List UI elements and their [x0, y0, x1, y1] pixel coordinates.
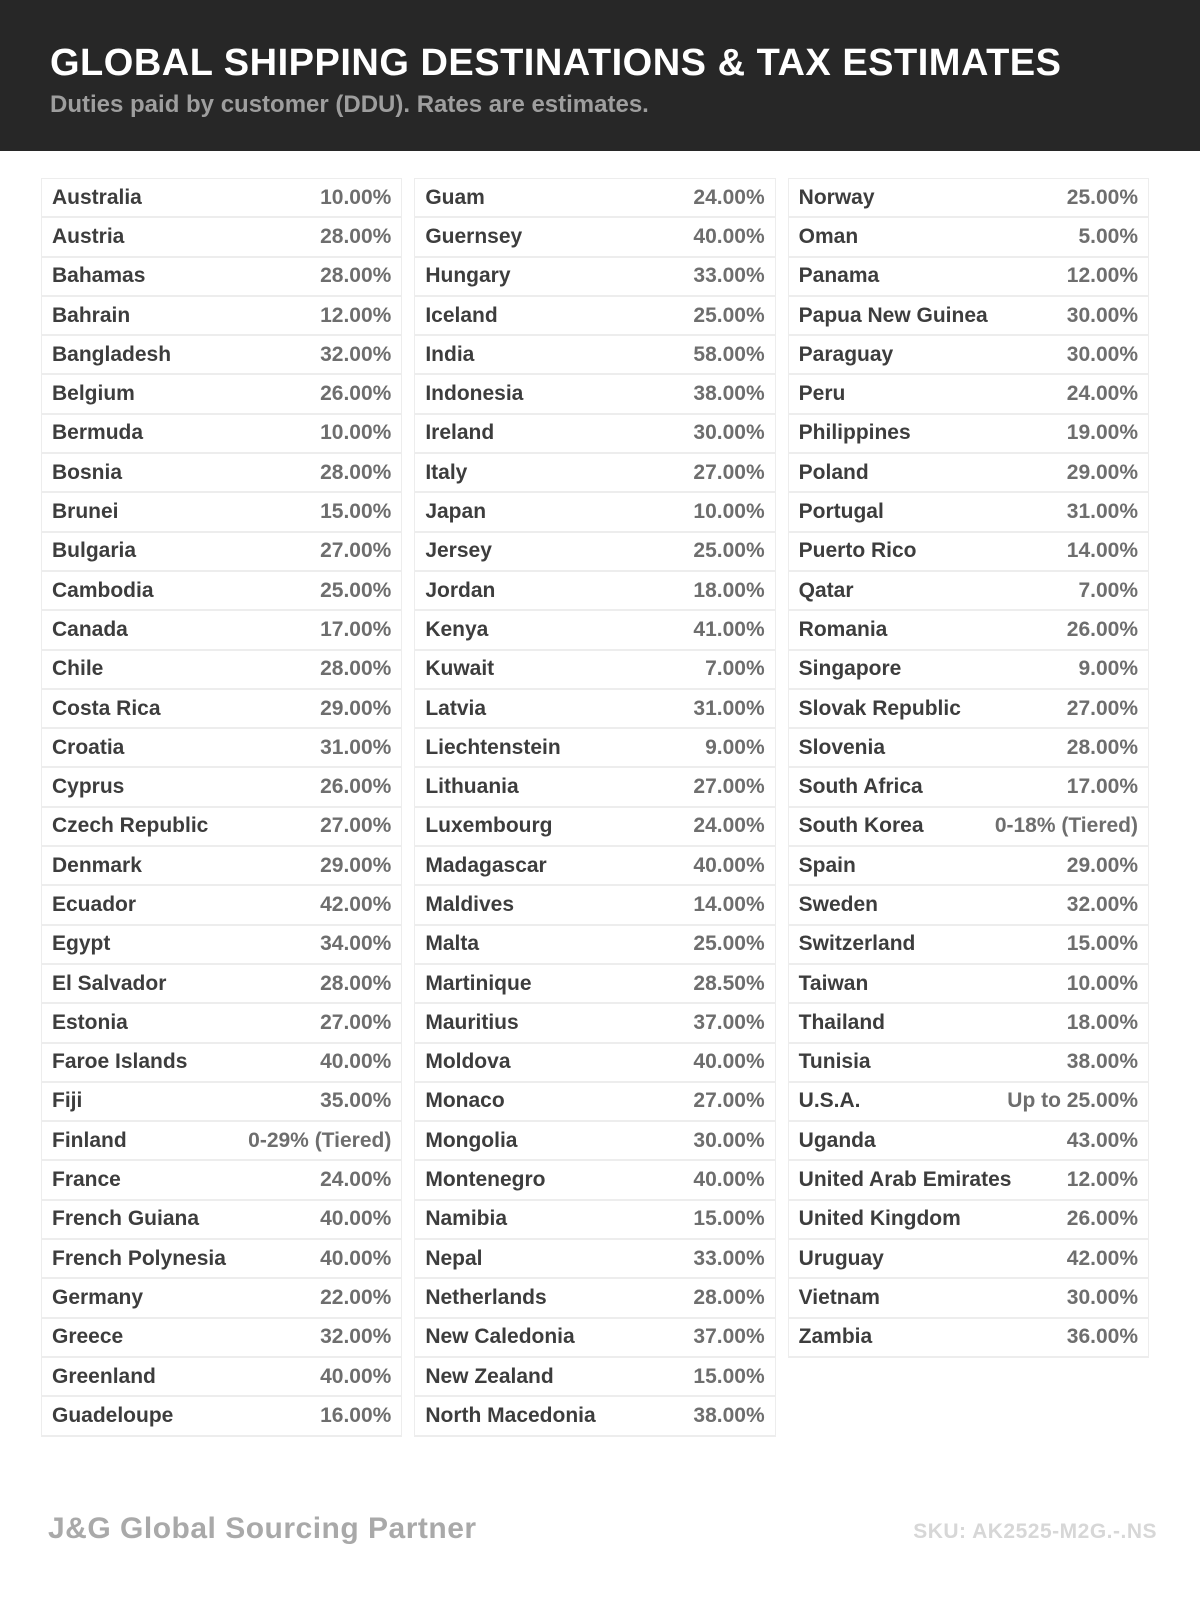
tax-rate: 26.00%	[320, 775, 392, 799]
tax-rate: 41.00%	[693, 617, 765, 641]
country-name: Iceland	[425, 303, 498, 327]
table-row	[415, 1201, 774, 1240]
country-name: Brunei	[52, 500, 119, 524]
table-row	[42, 886, 401, 925]
tax-rate: 14.00%	[693, 892, 765, 916]
table-row	[42, 454, 401, 493]
table-row	[42, 1240, 401, 1279]
tax-rate: 30.00%	[693, 1128, 765, 1152]
rate-column	[788, 178, 1149, 1358]
country-name: Bulgaria	[52, 539, 137, 563]
table-row	[789, 297, 1148, 336]
country-name: Belgium	[52, 382, 135, 406]
country-name: South Korea	[798, 814, 924, 838]
country-name: North Macedonia	[425, 1403, 596, 1427]
tax-rate: 28.50%	[693, 971, 765, 995]
country-name: Indonesia	[425, 382, 524, 406]
country-name: Slovak Republic	[798, 696, 961, 720]
tax-rate: 37.00%	[693, 1325, 765, 1349]
country-name: Malta	[425, 932, 480, 956]
tax-rate: 17.00%	[320, 617, 392, 641]
tax-rate: 28.00%	[320, 460, 392, 484]
country-name: Bahamas	[52, 264, 146, 288]
tax-rate: 27.00%	[320, 539, 392, 563]
country-name: Bosnia	[52, 460, 123, 484]
table-row	[415, 768, 774, 807]
tax-rate: 10.00%	[1066, 971, 1138, 995]
country-name: Kuwait	[425, 657, 495, 681]
country-name: Slovenia	[798, 735, 886, 759]
country-name: Namibia	[425, 1207, 508, 1231]
country-name: Liechtenstein	[425, 735, 561, 759]
table-row	[42, 1201, 401, 1240]
country-name: Romania	[798, 617, 888, 641]
table-row	[789, 1161, 1148, 1200]
country-name: French Polynesia	[52, 1246, 226, 1270]
tax-rate: 15.00%	[693, 1364, 765, 1388]
tax-rate: 26.00%	[320, 382, 392, 406]
country-name: Peru	[798, 382, 846, 406]
country-name: Canada	[52, 617, 128, 641]
country-name: Oman	[798, 224, 859, 248]
table-row	[415, 1279, 774, 1318]
table-row	[42, 336, 401, 375]
country-name: Finland	[52, 1128, 127, 1152]
tax-rate: 40.00%	[320, 1246, 392, 1270]
country-name: United Arab Emirates	[798, 1168, 1012, 1192]
table-row	[415, 926, 774, 965]
table-row	[415, 651, 774, 690]
table-row	[789, 1319, 1148, 1358]
rates-table	[0, 178, 1200, 1437]
tax-rate: 17.00%	[1066, 775, 1138, 799]
page-subtitle: Duties paid by customer (DDU). Rates are estimates.	[50, 91, 649, 118]
table-row	[789, 533, 1148, 572]
tax-rate: 38.00%	[693, 1403, 765, 1427]
tax-rate: 15.00%	[320, 500, 392, 524]
country-name: Italy	[425, 460, 468, 484]
table-row	[789, 926, 1148, 965]
country-name: Maldives	[425, 892, 515, 916]
tax-rate: 40.00%	[320, 1207, 392, 1231]
country-name: Japan	[425, 500, 487, 524]
country-name: France	[52, 1168, 121, 1192]
country-name: United Kingdom	[798, 1207, 961, 1231]
country-name: Montenegro	[425, 1168, 546, 1192]
table-row	[42, 965, 401, 1004]
country-name: New Caledonia	[425, 1325, 575, 1349]
tax-rate: 27.00%	[320, 1010, 392, 1034]
tax-rate: 7.00%	[705, 657, 765, 681]
tax-rate: 9.00%	[1078, 657, 1138, 681]
table-row	[42, 572, 401, 611]
country-name: Zambia	[798, 1325, 873, 1349]
table-row	[415, 808, 774, 847]
country-name: Fiji	[52, 1089, 83, 1113]
table-row	[415, 1319, 774, 1358]
table-row	[42, 1122, 401, 1161]
country-name: Austria	[52, 224, 125, 248]
country-name: Puerto Rico	[798, 539, 917, 563]
country-name: Faroe Islands	[52, 1050, 188, 1074]
country-name: Bangladesh	[52, 342, 172, 366]
page-title: GLOBAL SHIPPING DESTINATIONS & TAX ESTIMATES	[50, 42, 1062, 84]
table-row	[42, 847, 401, 886]
country-name: Jersey	[425, 539, 492, 563]
tax-rate: 30.00%	[1066, 342, 1138, 366]
tax-rate: 24.00%	[693, 185, 765, 209]
table-row	[415, 1083, 774, 1122]
table-row	[415, 1122, 774, 1161]
tax-rate: 33.00%	[693, 1246, 765, 1270]
country-name: Mongolia	[425, 1128, 518, 1152]
table-row	[789, 768, 1148, 807]
tax-rate: 32.00%	[1066, 892, 1138, 916]
tax-rate: 27.00%	[693, 460, 765, 484]
tax-rate: 34.00%	[320, 932, 392, 956]
table-row	[42, 258, 401, 297]
table-row	[42, 690, 401, 729]
table-row	[789, 258, 1148, 297]
country-name: Switzerland	[798, 932, 916, 956]
table-row	[42, 1083, 401, 1122]
table-row	[42, 297, 401, 336]
tax-rate: 16.00%	[320, 1403, 392, 1427]
tax-rate: 5.00%	[1078, 224, 1138, 248]
tax-rate: 25.00%	[693, 932, 765, 956]
tax-rate: 40.00%	[693, 1050, 765, 1074]
tax-rate: 32.00%	[320, 1325, 392, 1349]
tax-rate: 28.00%	[1066, 735, 1138, 759]
table-row	[415, 1004, 774, 1043]
table-row	[789, 336, 1148, 375]
table-row	[415, 336, 774, 375]
tax-rate: Up to 25.00%	[1007, 1089, 1138, 1113]
tax-rate: 33.00%	[693, 264, 765, 288]
country-name: Bahrain	[52, 303, 131, 327]
tax-rate: 26.00%	[1066, 617, 1138, 641]
country-name: Taiwan	[798, 971, 869, 995]
country-name: Kenya	[425, 617, 489, 641]
table-row	[789, 454, 1148, 493]
tax-rate: 42.00%	[1066, 1246, 1138, 1270]
table-row	[789, 375, 1148, 414]
table-row	[42, 375, 401, 414]
tax-rate: 31.00%	[693, 696, 765, 720]
country-name: Croatia	[52, 735, 125, 759]
table-row	[415, 611, 774, 650]
tax-rate: 30.00%	[693, 421, 765, 445]
table-row	[789, 847, 1148, 886]
table-row	[42, 1161, 401, 1200]
tax-rate: 58.00%	[693, 342, 765, 366]
tax-rate: 12.00%	[1066, 1168, 1138, 1192]
table-row	[415, 415, 774, 454]
country-name: Greece	[52, 1325, 124, 1349]
rate-column	[41, 178, 402, 1437]
country-name: India	[425, 342, 475, 366]
table-row	[415, 258, 774, 297]
tax-rate: 10.00%	[320, 421, 392, 445]
table-row	[789, 808, 1148, 847]
table-row	[415, 218, 774, 257]
table-row	[415, 179, 774, 218]
table-row	[789, 1004, 1148, 1043]
tax-rate: 30.00%	[1066, 303, 1138, 327]
table-row	[42, 729, 401, 768]
country-name: Ecuador	[52, 892, 137, 916]
tax-rate: 37.00%	[693, 1010, 765, 1034]
table-row	[415, 1397, 774, 1436]
country-name: Guam	[425, 185, 485, 209]
country-name: U.S.A.	[798, 1089, 861, 1113]
country-name: New Zealand	[425, 1364, 554, 1388]
tax-rate: 27.00%	[320, 814, 392, 838]
tax-rate: 22.00%	[320, 1285, 392, 1309]
table-row	[789, 1240, 1148, 1279]
table-row	[789, 179, 1148, 218]
country-name: Luxembourg	[425, 814, 553, 838]
tax-rate: 18.00%	[1066, 1010, 1138, 1034]
country-name: Poland	[798, 460, 869, 484]
tax-rate: 12.00%	[1066, 264, 1138, 288]
table-row	[415, 690, 774, 729]
table-row	[42, 1279, 401, 1318]
tax-rate: 25.00%	[693, 303, 765, 327]
table-row	[789, 690, 1148, 729]
table-row	[789, 1083, 1148, 1122]
tax-rate: 28.00%	[320, 264, 392, 288]
table-row	[415, 1358, 774, 1397]
footer	[48, 1512, 1157, 1546]
tax-rate: 18.00%	[693, 578, 765, 602]
tax-rate: 19.00%	[1066, 421, 1138, 445]
sku-label: SKU: AK2525-M2G.-.NS	[913, 1520, 1157, 1543]
table-row	[789, 611, 1148, 650]
country-name: Norway	[798, 185, 875, 209]
tax-rate: 29.00%	[1066, 460, 1138, 484]
table-row	[42, 1319, 401, 1358]
tax-rate: 40.00%	[693, 224, 765, 248]
tax-rate: 35.00%	[320, 1089, 392, 1113]
tax-rate: 38.00%	[1066, 1050, 1138, 1074]
country-name: Lithuania	[425, 775, 519, 799]
table-row	[42, 808, 401, 847]
table-row	[415, 572, 774, 611]
tax-rate: 7.00%	[1078, 578, 1138, 602]
tax-rate: 10.00%	[693, 500, 765, 524]
country-name: Australia	[52, 185, 142, 209]
table-row	[42, 179, 401, 218]
tax-rate: 25.00%	[693, 539, 765, 563]
country-name: Netherlands	[425, 1285, 547, 1309]
tax-rate: 38.00%	[693, 382, 765, 406]
tax-rate: 14.00%	[1066, 539, 1138, 563]
tax-rate: 24.00%	[320, 1168, 392, 1192]
tax-rate: 27.00%	[693, 775, 765, 799]
table-row	[415, 493, 774, 532]
country-name: French Guiana	[52, 1207, 200, 1231]
table-row	[415, 375, 774, 414]
country-name: Guadeloupe	[52, 1403, 174, 1427]
country-name: Cyprus	[52, 775, 125, 799]
table-row	[42, 768, 401, 807]
tax-rate: 28.00%	[693, 1285, 765, 1309]
table-row	[415, 729, 774, 768]
country-name: Uruguay	[798, 1246, 884, 1270]
country-name: Nepal	[425, 1246, 483, 1270]
country-name: Hungary	[425, 264, 511, 288]
country-name: Martinique	[425, 971, 532, 995]
rate-column	[414, 178, 775, 1437]
country-name: Philippines	[798, 421, 911, 445]
tax-rate: 29.00%	[320, 696, 392, 720]
country-name: El Salvador	[52, 971, 167, 995]
table-row	[42, 493, 401, 532]
table-row	[789, 1201, 1148, 1240]
table-row	[789, 1279, 1148, 1318]
country-name: Papua New Guinea	[798, 303, 988, 327]
header-banner	[0, 0, 1200, 151]
tax-rate: 40.00%	[693, 1168, 765, 1192]
country-name: Qatar	[798, 578, 854, 602]
table-row	[42, 611, 401, 650]
tax-rate: 40.00%	[320, 1050, 392, 1074]
table-row	[415, 965, 774, 1004]
tax-rate: 28.00%	[320, 224, 392, 248]
country-name: Greenland	[52, 1364, 156, 1388]
table-row	[415, 886, 774, 925]
tax-rate: 29.00%	[1066, 853, 1138, 877]
tax-rate: 36.00%	[1066, 1325, 1138, 1349]
country-name: Singapore	[798, 657, 902, 681]
country-name: Czech Republic	[52, 814, 209, 838]
tax-rate: 30.00%	[1066, 1285, 1138, 1309]
country-name: South Africa	[798, 775, 923, 799]
tax-rate: 40.00%	[320, 1364, 392, 1388]
country-name: Sweden	[798, 892, 879, 916]
tax-rate: 15.00%	[1066, 932, 1138, 956]
table-row	[42, 1004, 401, 1043]
table-row	[42, 926, 401, 965]
table-row	[789, 572, 1148, 611]
country-name: Uganda	[798, 1128, 876, 1152]
table-row	[789, 886, 1148, 925]
table-row	[42, 651, 401, 690]
country-name: Chile	[52, 657, 104, 681]
tax-rate: 27.00%	[693, 1089, 765, 1113]
country-name: Portugal	[798, 500, 884, 524]
tax-rate: 9.00%	[705, 735, 765, 759]
table-row	[42, 533, 401, 572]
tax-rate: 31.00%	[1066, 500, 1138, 524]
country-name: Egypt	[52, 932, 111, 956]
country-name: Panama	[798, 264, 880, 288]
country-name: Guernsey	[425, 224, 523, 248]
country-name: Cambodia	[52, 578, 154, 602]
tax-rate: 24.00%	[693, 814, 765, 838]
table-row	[789, 1122, 1148, 1161]
table-row	[42, 415, 401, 454]
country-name: Estonia	[52, 1010, 128, 1034]
tax-rate: 0-18% (Tiered)	[994, 814, 1138, 838]
tax-rate: 29.00%	[320, 853, 392, 877]
table-row	[789, 651, 1148, 690]
table-row	[415, 1161, 774, 1200]
tax-rate: 43.00%	[1066, 1128, 1138, 1152]
country-name: Costa Rica	[52, 696, 161, 720]
country-name: Jordan	[425, 578, 496, 602]
tax-rate: 24.00%	[1066, 382, 1138, 406]
country-name: Latvia	[425, 696, 487, 720]
table-row	[42, 218, 401, 257]
table-row	[42, 1044, 401, 1083]
tax-rate: 42.00%	[320, 892, 392, 916]
tax-rate: 26.00%	[1066, 1207, 1138, 1231]
tax-rate: 28.00%	[320, 657, 392, 681]
tax-rate: 25.00%	[1066, 185, 1138, 209]
table-row	[415, 454, 774, 493]
table-row	[789, 729, 1148, 768]
tax-rate: 40.00%	[693, 853, 765, 877]
country-name: Vietnam	[798, 1285, 880, 1309]
table-row	[42, 1358, 401, 1397]
table-row	[415, 847, 774, 886]
tax-rate: 25.00%	[320, 578, 392, 602]
tax-rate: 10.00%	[320, 185, 392, 209]
table-row	[415, 533, 774, 572]
tax-rate: 0-29% (Tiered)	[248, 1128, 392, 1152]
table-row	[415, 1044, 774, 1083]
table-row	[789, 1044, 1148, 1083]
table-row	[42, 1397, 401, 1436]
tax-rate: 12.00%	[320, 303, 392, 327]
table-row	[415, 297, 774, 336]
country-name: Denmark	[52, 853, 142, 877]
country-name: Ireland	[425, 421, 495, 445]
country-name: Tunisia	[798, 1050, 871, 1074]
table-row	[789, 493, 1148, 532]
tax-rate: 15.00%	[693, 1207, 765, 1231]
tax-rate: 28.00%	[320, 971, 392, 995]
country-name: Bermuda	[52, 421, 144, 445]
brand-name: J&G Global Sourcing Partner	[48, 1512, 477, 1545]
country-name: Moldova	[425, 1050, 511, 1074]
table-row	[415, 1240, 774, 1279]
tax-rate: 27.00%	[1066, 696, 1138, 720]
table-row	[789, 965, 1148, 1004]
tax-rate: 32.00%	[320, 342, 392, 366]
country-name: Spain	[798, 853, 856, 877]
country-name: Thailand	[798, 1010, 885, 1034]
country-name: Mauritius	[425, 1010, 519, 1034]
table-row	[789, 415, 1148, 454]
country-name: Germany	[52, 1285, 144, 1309]
tax-rate: 31.00%	[320, 735, 392, 759]
country-name: Paraguay	[798, 342, 894, 366]
country-name: Madagascar	[425, 853, 547, 877]
country-name: Monaco	[425, 1089, 505, 1113]
table-row	[789, 218, 1148, 257]
